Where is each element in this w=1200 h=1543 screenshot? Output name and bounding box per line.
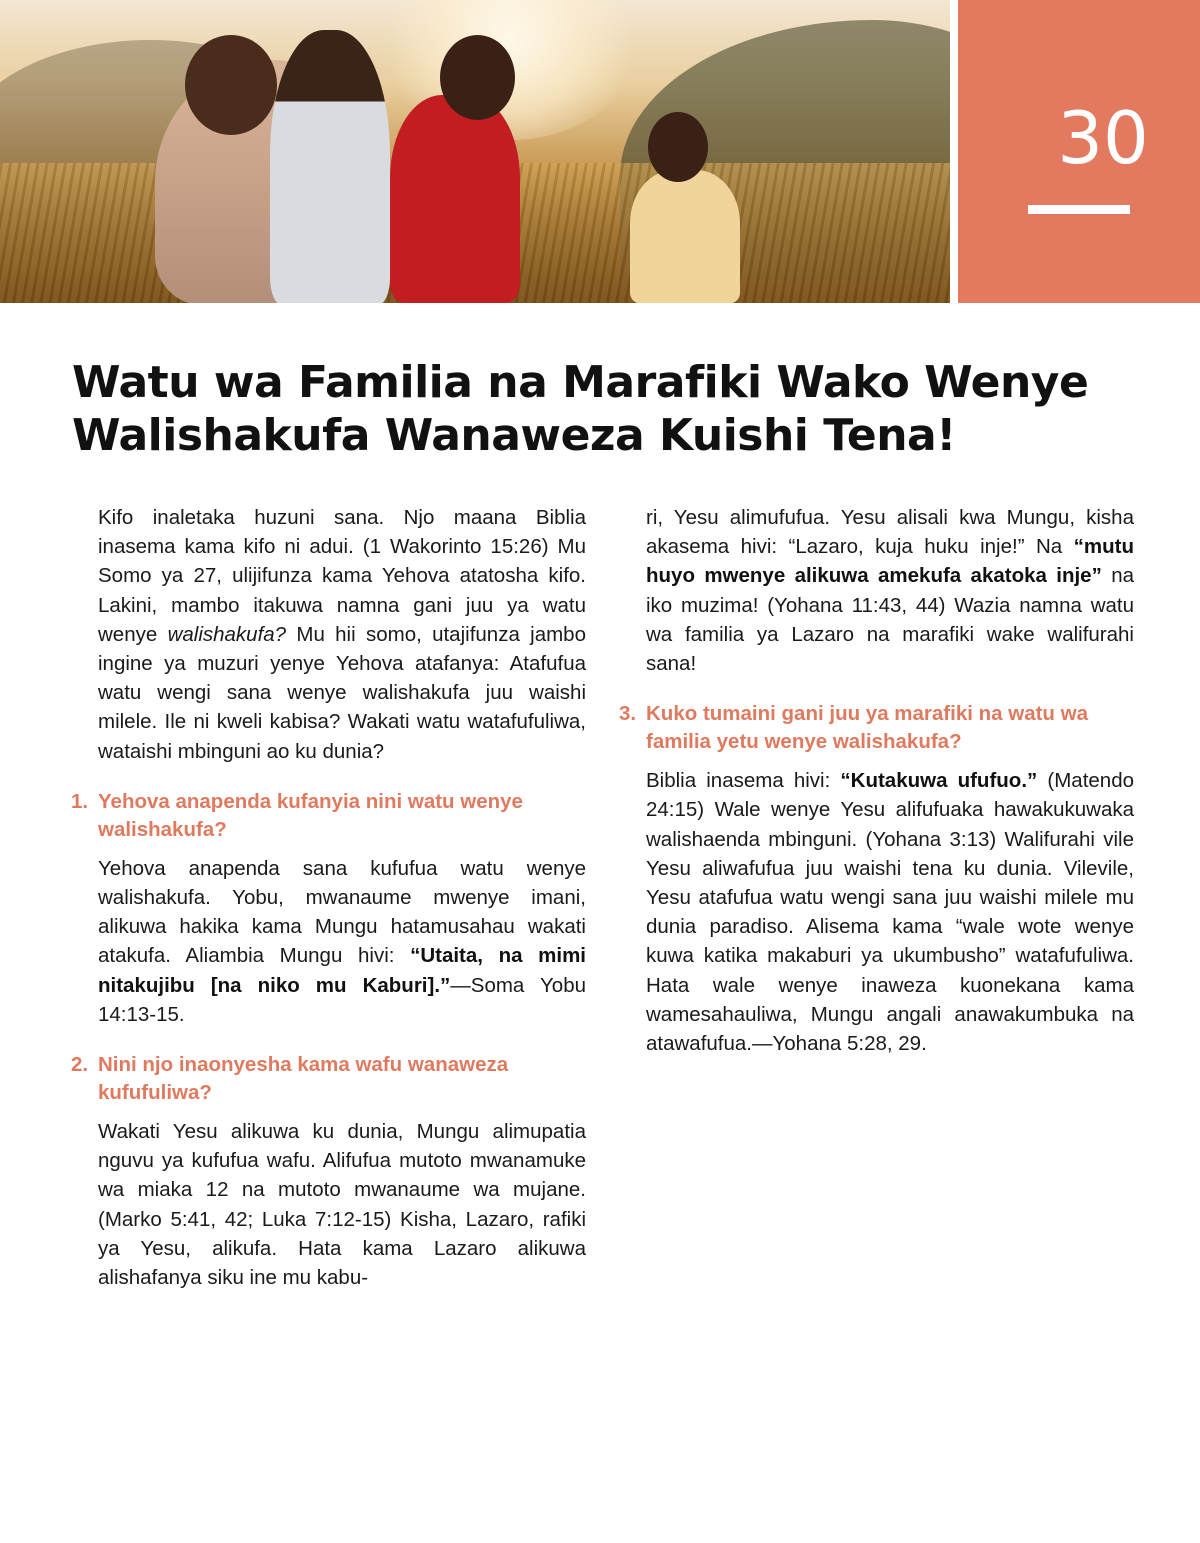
father-head xyxy=(185,35,277,135)
mother-figure xyxy=(390,95,520,303)
son-figure xyxy=(270,30,390,303)
answer-2-continued: ri, Yesu alimufufua. Yesu alisali kwa Mungu, kisha akasema hivi: “Lazaro, kuja huku inje!” Na “mutu huyo mwenye alikuwa amekufa akatoka inje” na iko muzima! (Yohana 11:43, 44) Wazia namna watu wa familia ya Lazaro na marafiki wake walifurahi sana! xyxy=(646,506,1134,676)
daughter-head xyxy=(648,112,708,182)
answer-2-paragraph: Wakati Yesu alikuwa ku dunia, Mungu alimupatia nguvu ya kufufua wafu. Alifufua mutoto mwanamuke wa miaka 12 na mutoto mwanaume wa mujane. (Marko 5:41, 42; Luka 7:12-15) Kisha, Lazaro, rafiki ya Yesu, alikufa. Hata kama Lazaro alikuwa alishafanya siku ine mu kabu- xyxy=(98,1120,586,1290)
lesson-number-underline xyxy=(1028,205,1130,214)
question-text: Kuko tumaini gani juu ya marafiki na watu wa familia yetu wenye walishakufa? xyxy=(646,702,1088,754)
lesson-number: 30 xyxy=(1057,96,1149,180)
question-text: Yehova anapenda kufanyia nini watu wenye walishakufa? xyxy=(98,789,523,841)
question-number: 2. xyxy=(71,1053,89,1077)
page-title: Watu wa Familia na Marafiki Wako Wenye Walishakufa Wanaweza Kuishi Tena! xyxy=(72,357,1089,461)
hero-photo xyxy=(0,0,950,303)
right-column xyxy=(619,503,1134,1058)
question-number: 3. xyxy=(619,702,637,726)
question-number: 1. xyxy=(71,789,89,813)
daughter-figure xyxy=(630,170,740,303)
left-column xyxy=(71,503,586,1292)
intro-paragraph: Kifo inaletaka huzuni sana. Njo maana Biblia inasema kama kifo ni adui. (1 Wakorinto 15:26) Mu Somo ya 27, ulijifunza kama Yehova atatosha kifo. Lakini, mambo itakuwa namna gani juu ya watu wenye walishakufa? Mu hii somo, utajifunza jambo ingine ya muzuri yenye Yehova atafanya: Atafufua watu wengi sana wenye walishakufa juu waishi milele. Ile ni kweli kabisa? Wakati watu watafufuliwa, wataishi mbinguni ao ku dunia? xyxy=(98,506,586,763)
question-1 xyxy=(71,788,586,844)
question-2 xyxy=(71,1051,586,1107)
lesson-number-box xyxy=(958,0,1200,303)
mother-head xyxy=(440,35,515,120)
question-3 xyxy=(619,700,1134,756)
question-text: Nini njo inaonyesha kama wafu wanaweza kufufuliwa? xyxy=(98,1053,509,1105)
answer-1-paragraph: Yehova anapenda sana kufufua watu wenye walishakufa. Yobu, mwanaume mwenye imani, alikuwa hakika kama Mungu hatamusahau wakati atakufa. Aliambia Mungu hivi: “Utaita, na mimi nitakujibu [na niko mu Kaburi].”—Soma Yobu 14:13-15. xyxy=(98,856,586,1026)
answer-3-paragraph: Biblia inasema hivi: “Kutakuwa ufufuo.” (Matendo 24:15) Wale wenye Yesu alifufuaka hawakukuwaka walishaenda mbinguni. (Yohana 3:13) Walifurahi vile Yesu aliwafufua juu waishi tena ku dunia. Vilevile, Yesu atafufua watu wengi sana juu waishi milele mu dunia paradiso. Alisema kama “wale wote wenye kuwa katika makaburi ya ukumbusho” watafufuliwa. Hata wale wenye inaweza kuonekana kama wamesahauliwa, Mungu angali anawakumbuka na atawafufua.—Yohana 5:28, 29. xyxy=(646,769,1134,1056)
